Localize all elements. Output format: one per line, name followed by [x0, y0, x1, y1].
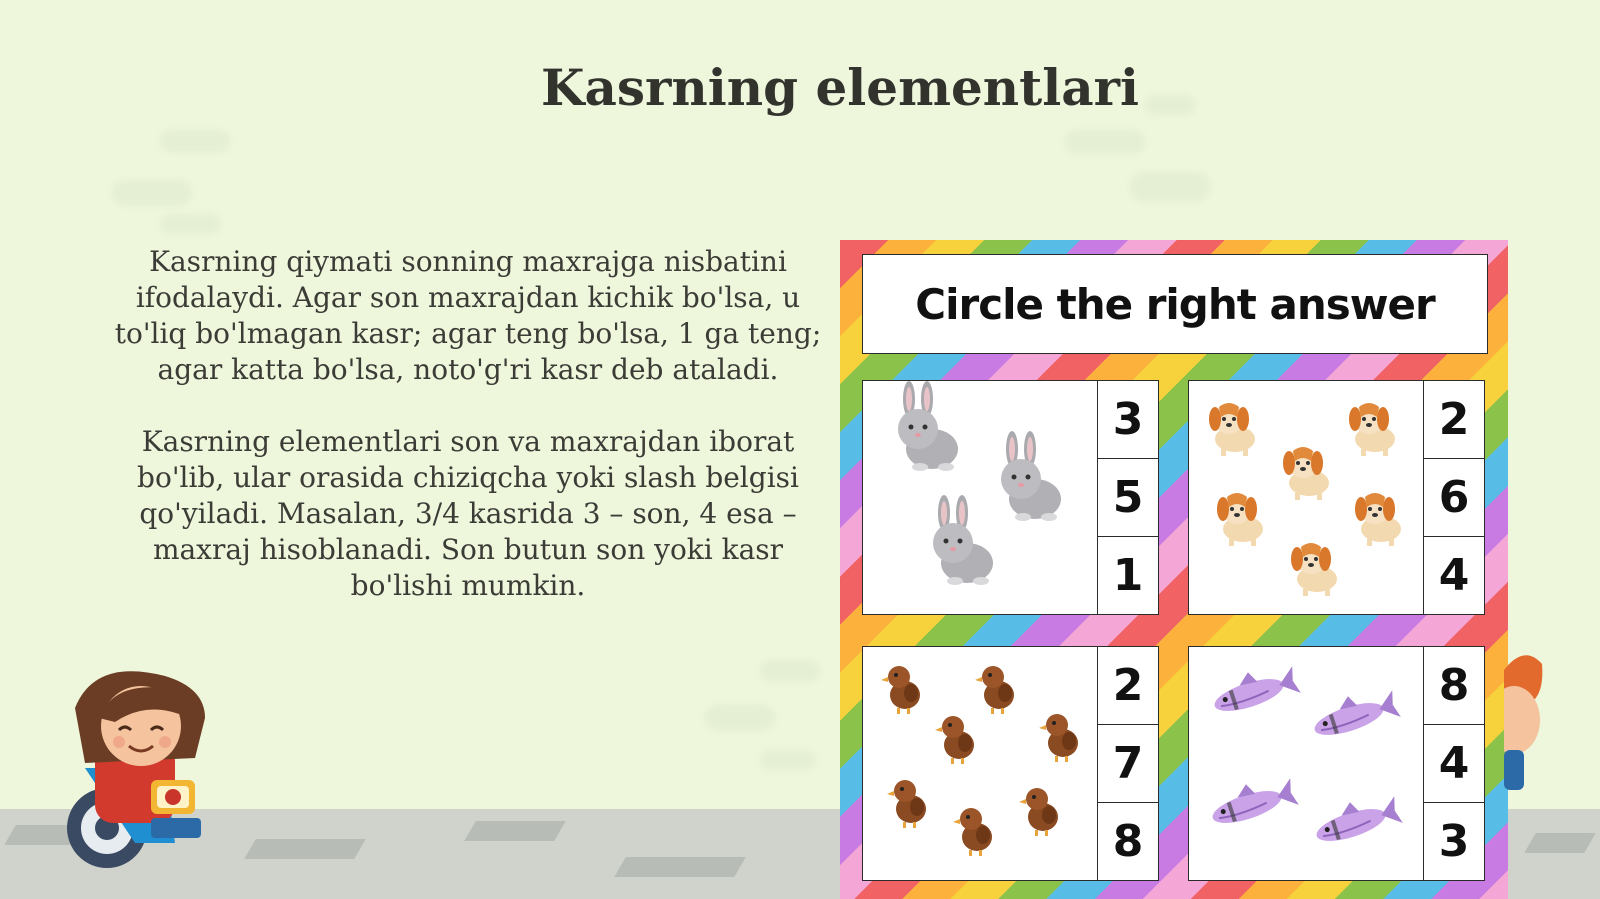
fish-icon: [1189, 647, 1423, 880]
answer-option[interactable]: 4: [1424, 724, 1484, 802]
answer-option[interactable]: 8: [1098, 802, 1158, 880]
answer-option[interactable]: 3: [1424, 802, 1484, 880]
panel-rabbits: [862, 380, 1159, 615]
puppy-icon: [1189, 381, 1423, 614]
worksheet-header: Circle the right answer: [862, 254, 1488, 354]
answer-option[interactable]: 2: [1438, 394, 1470, 445]
answer-option[interactable]: 1: [1098, 536, 1158, 614]
panel-birds: [862, 646, 1159, 881]
answer-column: [1423, 647, 1484, 880]
answer-option[interactable]: 3: [1112, 394, 1144, 445]
answer-option[interactable]: 2: [1112, 660, 1144, 711]
answer-column: [1423, 381, 1484, 614]
panel-fish: [1188, 646, 1485, 881]
worksheet-image: [840, 240, 1508, 899]
peeking-character-illustration: [1504, 650, 1544, 804]
rabbit-icon: [863, 381, 1097, 614]
answer-column: [1097, 381, 1158, 614]
answer-column: [1097, 647, 1158, 880]
slide-body: [110, 244, 826, 640]
answer-option[interactable]: 5: [1098, 458, 1158, 536]
answer-option[interactable]: 8: [1438, 660, 1470, 711]
answer-option[interactable]: 7: [1098, 724, 1158, 802]
answer-option[interactable]: 4: [1424, 536, 1484, 614]
answer-option[interactable]: 6: [1424, 458, 1484, 536]
paragraph-1: Kasrning qiymati sonning maxrajga nisbatini ifodalaydi. Agar son maxrajdan kichik bo'lsa, u to'liq bo'lmagan kasr; agar teng bo'lsa, 1 ga teng; agar katta bo'lsa, noto'g'ri kasr deb ataladi.: [114, 245, 822, 386]
paragraph-2: Kasrning elementlari son va maxrajdan iborat bo'lib, ular orasida chiziqcha yoki slash belgisi qo'yiladi. Masalan, 3/4 kasrida 3 – son, 4 esa – maxraj hisoblanadi. Son butun son yoki kasr bo'lishi mumkin.: [137, 425, 799, 602]
bird-icon: [863, 647, 1097, 880]
panel-puppies: [1188, 380, 1485, 615]
wheelchair-character-illustration: [55, 668, 245, 887]
slide-title: Kasrning elementlari: [541, 58, 1139, 117]
